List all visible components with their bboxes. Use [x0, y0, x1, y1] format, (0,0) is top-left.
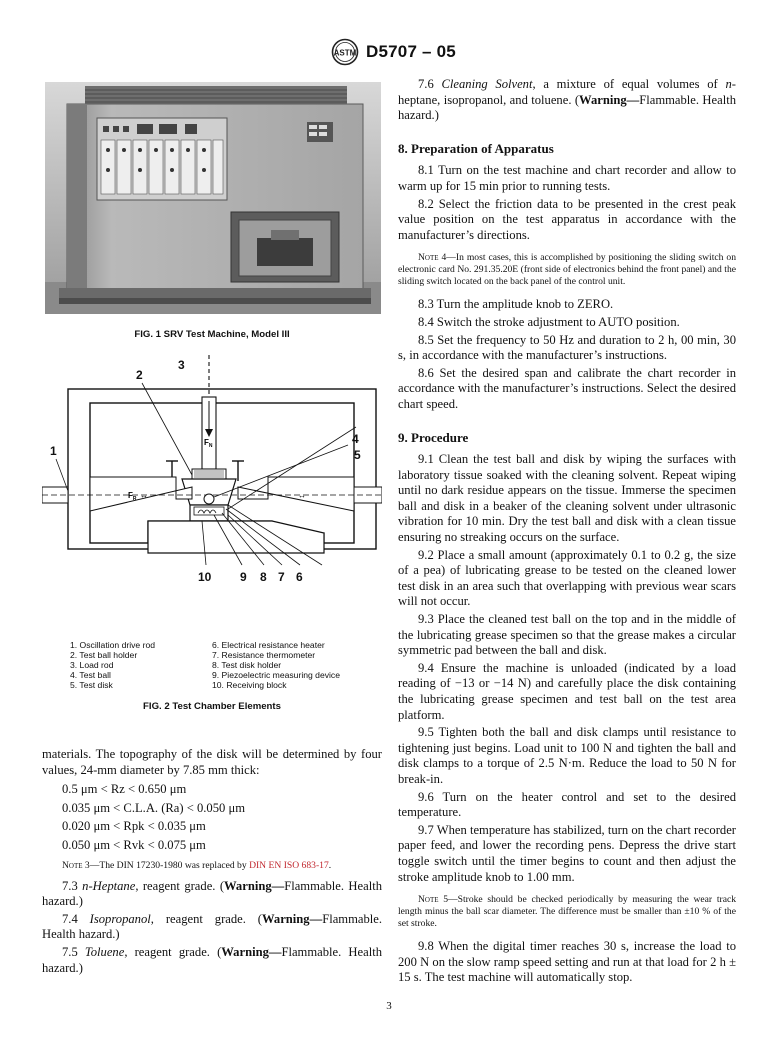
svg-text:↔: ↔: [140, 491, 148, 500]
materials-paragraph: materials. The topography of the disk will be determined by four values, 24-mm diameter by 7.85 mm thick:: [42, 747, 382, 777]
svg-text:↔: ↔: [298, 491, 306, 500]
callout-9: 9: [240, 570, 247, 584]
right-column-text: [398, 77, 736, 986]
para-7-4: 7.4 Isopropanol, reagent grade. (Warning—Flammable. Health hazard.): [42, 911, 382, 942]
legend-item: 7. Resistance thermometer: [212, 650, 316, 660]
fig2-caption: FIG. 2 Test Chamber Elements: [143, 701, 281, 712]
test-chamber-diagram: [42, 355, 382, 585]
legend-item: 5. Test disk: [70, 680, 113, 690]
callout-1: 1: [50, 444, 57, 458]
roughness-item: 0.035 μm < C.L.A. (Ra) < 0.050 μm: [62, 800, 246, 815]
para-8-2: 8.2 Select the friction data to be presented in the crest peak value position on the test apparatus in accordance with the manufacturer’s directions.: [398, 196, 736, 242]
roughness-list: [42, 782, 382, 853]
fig2-legend-left: [70, 640, 220, 690]
para-7-3: 7.3 n-Heptane, reagent grade. (Warning—Flammable. Health hazard.): [42, 878, 382, 909]
legend-item: 6. Electrical resistance heater: [212, 640, 325, 650]
para-9-1: 9.1 Clean the test ball and disk by wiping the surfaces with laboratory tissue soaked with the cleaning solvent. Repeat wiping until no dark residue appears on the tissue. Immerse the specimen ball and disk in a beaker of the cleaning solvent under ultrasonic vibration for 10 min. Dry the test ball and disk with a clean tissue ensuring no streaking occurs on the surface.: [398, 452, 736, 545]
note-3: Note 3—The DIN 17230-1980 was replaced by DIN EN ISO 683-17.: [62, 859, 332, 871]
designation: D5707 – 05: [366, 42, 456, 61]
para-8-3: 8.3 Turn the amplitude knob to ZERO.: [418, 297, 614, 312]
legend-item: 3. Load rod: [70, 660, 114, 670]
callout-5: 5: [354, 448, 361, 462]
left-column-text: [42, 747, 382, 976]
test-ball: [204, 494, 214, 504]
note-4: Note 4—In most cases, this is accomplished by positioning the sliding switch on electronic card No. 291.35.20E (front side of electronics behind the front panel) and the sliding switch located on the back panel of the control unit.: [398, 252, 736, 288]
legend-item: 9. Piezoelectric measuring device: [212, 670, 341, 680]
section-8-heading: 8. Preparation of Apparatus: [398, 140, 554, 156]
din-link[interactable]: DIN EN ISO 683-17: [249, 859, 329, 871]
legend-item: 4. Test ball: [70, 670, 111, 680]
callout-6: 6: [296, 570, 303, 584]
legend-item: 10. Receiving block: [212, 680, 287, 690]
roughness-item: 0.5 μm < Rz < 0.650 μm: [62, 782, 187, 797]
para-9-6: 9.6 Turn on the heater control and set to the desired temperature.: [398, 789, 736, 820]
callout-7: 7: [278, 570, 285, 584]
para-9-2: 9.2 Place a small amount (approximately 0.1 to 0.2 g, the size of a pea) of lubricating grease to be tested on the cleaned lower test disk in an area such that overlapping with previous wear scars will not occur.: [398, 547, 736, 609]
legend-item: 8. Test disk holder: [212, 660, 282, 670]
para-8-5: 8.5 Set the frequency to 50 Hz and duration to 2 h, 00 min, 30 s, in accordance with the manufacturer’s instructions.: [398, 332, 736, 363]
page-number: 3: [386, 1000, 392, 1012]
roughness-item: 0.050 μm < Rvk < 0.075 μm: [62, 837, 206, 852]
para-8-4: 8.4 Switch the stroke adjustment to AUTO position.: [418, 314, 680, 329]
para-9-7: 9.7 When temperature has stabilized, turn on the chart recorder paper feed, and lower the recording pens. Depress the drive start toggle switch until the timer begins to count and then adjust the stroke amplitude knob to 1.00 mm.: [398, 822, 736, 884]
callout-8: 8: [260, 570, 267, 584]
roughness-item: 0.020 μm < Rpk < 0.035 μm: [62, 819, 206, 834]
para-9-5: 9.5 Tighten both the ball and disk clamps until resistance to tightening just begins. Load unit to 100 N and tighten the ball and disk clamps to a torque of 2.5 N·m. Reduce the load to 50 N for break-in.: [398, 725, 736, 786]
callout-2: 2: [136, 368, 143, 382]
para-7-6: 7.6 Cleaning Solvent, a mixture of equal volumes of n-heptane, isopropanol, and toluene. (Warning—Flammable. Health hazard.): [398, 77, 736, 123]
fig2-legend-right: [212, 640, 382, 690]
srv-machine-photo: [45, 82, 381, 314]
para-9-3: 9.3 Place the cleaned test ball on the top and in the middle of the lubricating grease specimen so that the grease makes a circular symmetric pad between the ball and disk.: [398, 612, 736, 658]
para-8-1: 8.1 Turn on the test machine and chart recorder and allow to warm up for 15 min prior to running tests.: [398, 163, 736, 193]
astm-logo-icon: [330, 38, 360, 66]
para-9-8: 9.8 When the digital timer reaches 30 s, increase the load to 200 N on the slow ramp speed setting and run at that load for 2 h ± 15 s. The test machine will automatically stop.: [398, 939, 736, 985]
para-9-4: 9.4 Ensure the machine is unloaded (indicated by a load reading of −13 or −14 N) and carefully place the disk containing the lubricating grease specimen and test ball on the test area platform.: [398, 660, 736, 722]
legend-item: 2. Test ball holder: [70, 650, 138, 660]
svg-text:ASTM: ASTM: [333, 48, 357, 58]
force-r-label: $F_R$: [128, 491, 137, 502]
para-8-6: 8.6 Set the desired span and calibrate the chart recorder in accordance with the manufacturer’s instructions. Select the desired chart speed.: [398, 365, 736, 411]
legend-item: 1. Oscillation drive rod: [70, 640, 156, 650]
callout-4: 4: [352, 432, 359, 446]
para-7-5: 7.5 Toluene, reagent grade. (Warning—Flammable. Health hazard.): [42, 944, 382, 975]
fig1-caption: FIG. 1 SRV Test Machine, Model III: [134, 329, 290, 340]
callout-3: 3: [178, 358, 185, 372]
force-n-label: $F_N$: [204, 438, 213, 449]
section-9-heading: 9. Procedure: [398, 429, 469, 445]
note-5: Note 5—Stroke should be checked periodically by measuring the wear track length minus the ball scar diameter. The difference must be smaller than ±10 % of the set stroke.: [398, 894, 737, 930]
page-header: [330, 38, 510, 68]
callout-10: 10: [198, 570, 212, 584]
